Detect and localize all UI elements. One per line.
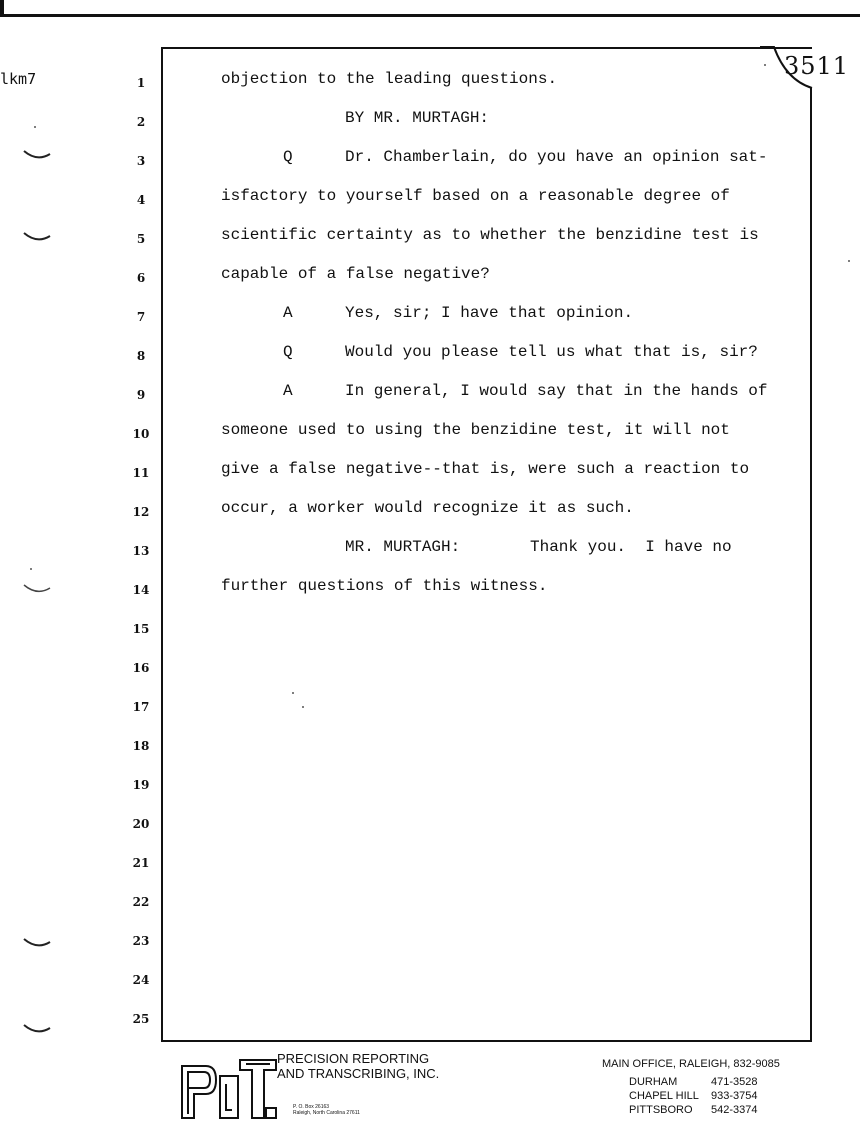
scan-speck [34,126,36,128]
punch-hole-mark [22,936,52,950]
firm-address [293,1104,360,1116]
transcript-line: occur, a worker would recognize it as such. [221,499,634,517]
reporter-id: lkm7 [0,70,37,88]
line-number: 3 [136,154,146,168]
office-phone: 471-3528 [711,1076,758,1088]
transcript-line: Dr. Chamberlain, do you have an opinion sat- [345,148,768,166]
firm-name-line-2: AND TRANSCRIBING, INC. [277,1066,440,1081]
transcript-line: Yes, sir; I have that opinion. [345,304,634,322]
main-office: MAIN OFFICE, RALEIGH, 832-9085 [602,1058,780,1070]
office-row [629,1076,758,1088]
line-number: 25 [132,1012,150,1026]
office-row [629,1104,758,1116]
transcript-line: someone used to using the benzidine test, it will not [221,421,730,439]
line-number: 5 [136,232,146,246]
line-number: 22 [132,895,150,909]
punch-hole-mark [22,1022,52,1036]
line-number: 2 [136,115,146,129]
line-number: 21 [132,856,150,870]
page-number: 3511 [784,52,850,80]
address-line-2: Raleigh, North Carolina 27611 [293,1110,360,1116]
scan-speck [302,706,304,708]
transcript-line: In general, I would say that in the hands of [345,382,768,400]
transcript-line: scientific certainty as to whether the benzidine test is [221,226,759,244]
office-phone: 542-3374 [711,1104,758,1116]
line-number: 16 [132,661,150,675]
line-number: 4 [136,193,146,207]
line-number: 6 [136,271,146,285]
line-number: 14 [132,583,150,597]
line-number: 23 [132,934,150,948]
firm-name-line-1: PRECISION REPORTING [277,1051,430,1066]
office-city: PITTSBORO [629,1104,693,1116]
punch-hole-mark [22,582,52,596]
scan-speck [292,692,294,694]
qa-label: A [283,304,293,322]
line-number: 20 [132,817,150,831]
scan-speck [30,568,32,570]
office-city: DURHAM [629,1076,678,1088]
transcript-line: Would you please tell us what that is, sir? [345,343,758,361]
transcript-line: isfactory to yourself based on a reasonable degree of [221,187,730,205]
address-line-1: P. O. Box 26163 [293,1104,330,1110]
line-number: 24 [132,973,150,987]
scan-speck [764,64,766,66]
line-number: 19 [132,778,150,792]
frame-right-edge [810,88,812,1042]
line-number: 11 [132,466,150,480]
scan-speck [848,260,850,262]
punch-hole-mark [22,230,52,244]
line-number: 18 [132,739,150,753]
line-number: 17 [132,700,150,714]
line-number: 1 [136,76,146,90]
transcript-line: further questions of this witness. [221,577,548,595]
qa-label: Q [283,343,293,361]
line-number: 13 [132,544,150,558]
transcript-line: capable of a false negative? [221,265,490,283]
line-number: 9 [136,388,146,402]
top-rule [0,14,860,17]
office-city: CHAPEL HILL [629,1090,699,1102]
speaker-label: MR. MURTAGH: [345,538,461,556]
line-number: 10 [132,427,150,441]
firm-name [277,1051,439,1081]
transcript-line: BY MR. MURTAGH: [345,109,490,127]
transcript-line: Thank you. I have no [530,538,732,556]
punch-hole-mark [22,148,52,162]
transcript-line: objection to the leading questions. [221,70,558,88]
frame-bottom-edge [161,1040,812,1042]
office-phone: 933-3754 [711,1090,758,1102]
line-number: 8 [136,349,146,363]
line-number: 15 [132,622,150,636]
line-number: 7 [136,310,146,324]
office-row [629,1090,758,1102]
transcript-line: give a false negative--that is, were such a reaction to [221,460,750,478]
line-number: 12 [132,505,150,519]
firm-logo-icon [180,1054,280,1120]
qa-label: Q [283,148,293,166]
qa-label: A [283,382,293,400]
